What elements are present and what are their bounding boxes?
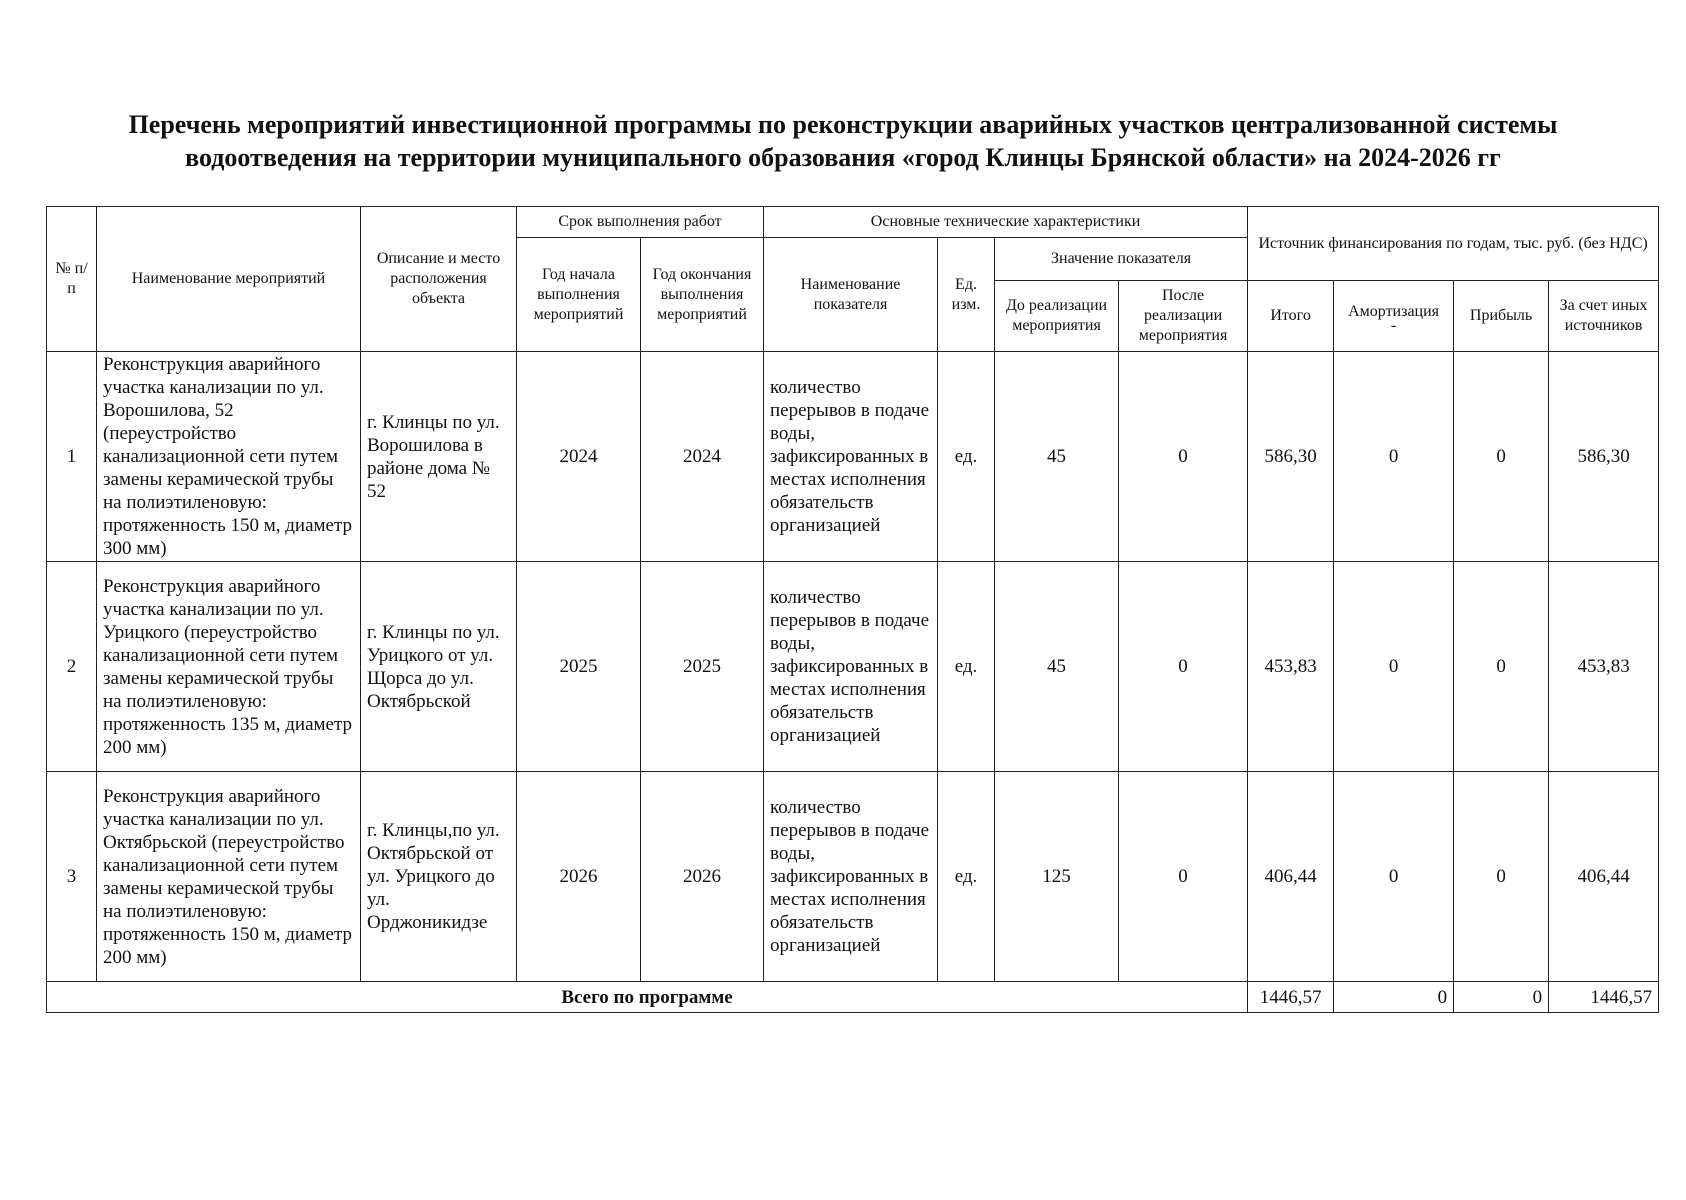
row-end-year: 2025 <box>641 562 764 772</box>
row-other: 406,44 <box>1549 772 1659 982</box>
total-amortization: 0 <box>1334 982 1454 1013</box>
row-description: г. Клинцы по ул. Урицкого от ул. Щорса до ул. Октябрьской <box>361 562 517 772</box>
title-line-1: Перечень мероприятий инвестиционной программы по реконструкции аварийных участков централизованной системы <box>128 110 1558 139</box>
row-end-year: 2026 <box>641 772 764 982</box>
row-total: 406,44 <box>1248 772 1334 982</box>
total-profit: 0 <box>1454 982 1549 1013</box>
row-indicator: количество перерывов в подаче воды, зафиксированных в местах исполнения обязательств организацией <box>764 772 938 982</box>
header-indicator-value: Значение показателя <box>995 238 1248 281</box>
header-unit: Ед. изм. <box>938 238 995 352</box>
row-before: 45 <box>995 562 1119 772</box>
row-other: 586,30 <box>1549 352 1659 562</box>
row-num: 3 <box>47 772 97 982</box>
row-amortization: 0 <box>1334 352 1454 562</box>
row-unit: ед. <box>938 772 995 982</box>
header-term: Срок выполнения работ <box>517 207 764 238</box>
document-title <box>60 108 1626 174</box>
total-other: 1446,57 <box>1549 982 1659 1013</box>
header-description: Описание и место расположения объекта <box>361 207 517 352</box>
row-name: Реконструкция аварийного участка канализации по ул. Урицкого (переустройство канализационной сети путем замены керамической трубы на полиэтиленовую: протяженность 135 м, диаметр 200 мм) <box>97 562 361 772</box>
header-other: За счет иных источников <box>1549 281 1659 352</box>
header-name: Наименование мероприятий <box>97 207 361 352</box>
total-row <box>47 982 1659 1013</box>
row-description: г. Клинцы по ул. Ворошилова в районе дома № 52 <box>361 352 517 562</box>
row-start-year: 2025 <box>517 562 641 772</box>
row-amortization: 0 <box>1334 562 1454 772</box>
table-row <box>47 562 1659 772</box>
row-name: Реконструкция аварийного участка канализации по ул. Октябрьской (переустройство канализационной сети путем замены керамической трубы на полиэтиленовую: протяженность 150 м, диаметр 200 мм) <box>97 772 361 982</box>
header-num: № п/п <box>47 207 97 352</box>
header-profit: Прибыль <box>1454 281 1549 352</box>
row-before: 45 <box>995 352 1119 562</box>
row-after: 0 <box>1119 772 1248 982</box>
row-indicator: количество перерывов в подаче воды, зафиксированных в местах исполнения обязательств организацией <box>764 352 938 562</box>
total-label: Всего по программе <box>47 982 1248 1013</box>
row-after: 0 <box>1119 562 1248 772</box>
row-indicator: количество перерывов в подаче воды, зафиксированных в местах исполнения обязательств организацией <box>764 562 938 772</box>
header-indicator-name: Наименование показателя <box>764 238 938 352</box>
header-amortization-label: Амортизация <box>1348 303 1440 320</box>
investment-program-table <box>46 206 1659 1013</box>
header-end-year: Год окончания выполнения мероприятий <box>641 238 764 352</box>
header-tech: Основные технические характеристики <box>764 207 1248 238</box>
header-before: До реализации мероприятия <box>995 281 1119 352</box>
table-row <box>47 772 1659 982</box>
header-start-year: Год начала выполнения мероприятий <box>517 238 641 352</box>
row-name: Реконструкция аварийного участка канализации по ул. Ворошилова, 52 (переустройство канализационной сети путем замены керамической трубы на полиэтиленовую: протяженность 150 м, диаметр 300 мм) <box>97 352 361 562</box>
total-sum: 1446,57 <box>1248 982 1334 1013</box>
row-description: г. Клинцы,по ул. Октябрьской от ул. Урицкого до ул. Орджоникидзе <box>361 772 517 982</box>
row-profit: 0 <box>1454 772 1549 982</box>
row-before: 125 <box>995 772 1119 982</box>
row-other: 453,83 <box>1549 562 1659 772</box>
row-after: 0 <box>1119 352 1248 562</box>
row-start-year: 2026 <box>517 772 641 982</box>
row-profit: 0 <box>1454 352 1549 562</box>
row-num: 1 <box>47 352 97 562</box>
header-amortization <box>1334 281 1454 352</box>
row-num: 2 <box>47 562 97 772</box>
row-end-year: 2024 <box>641 352 764 562</box>
row-unit: ед. <box>938 562 995 772</box>
row-profit: 0 <box>1454 562 1549 772</box>
header-funding: Источник финансирования по годам, тыс. руб. (без НДС) <box>1248 207 1659 281</box>
row-amortization: 0 <box>1334 772 1454 982</box>
header-amortization-mark: - <box>1390 317 1397 334</box>
table-row <box>47 352 1659 562</box>
row-total: 586,30 <box>1248 352 1334 562</box>
title-line-2: водоотведения на территории муниципального образования «город Клинцы Брянской области» на 2024-2026 гг <box>185 143 1501 172</box>
header-total: Итого <box>1248 281 1334 352</box>
row-unit: ед. <box>938 352 995 562</box>
row-total: 453,83 <box>1248 562 1334 772</box>
row-start-year: 2024 <box>517 352 641 562</box>
header-after: После реализации мероприятия <box>1119 281 1248 352</box>
